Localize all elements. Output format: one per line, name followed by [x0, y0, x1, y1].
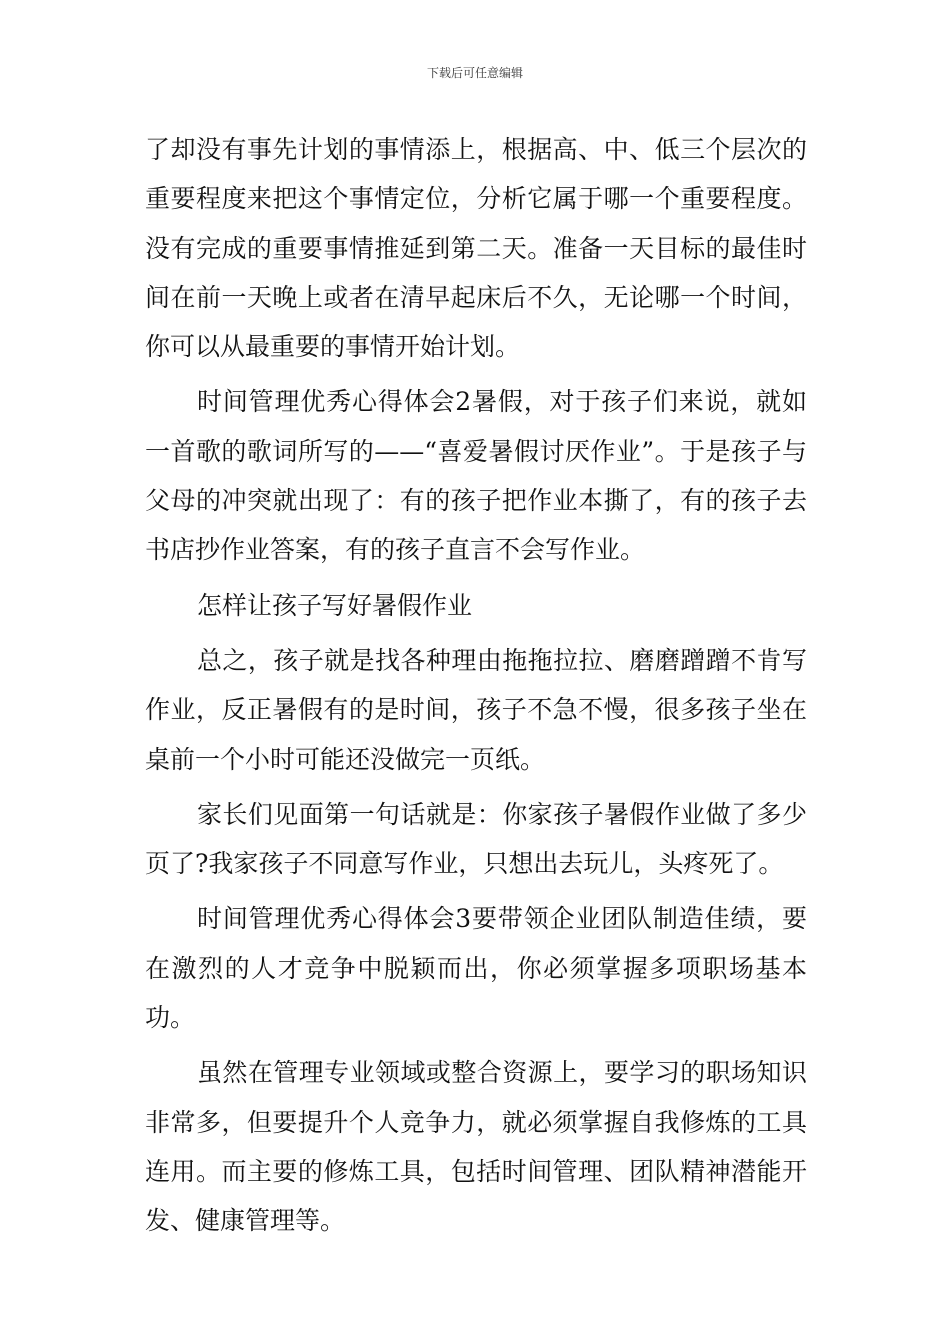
page-header: 下载后可任意编辑: [426, 66, 523, 80]
paragraph-5: 家长们见面第一句话就是：你家孩子暑假作业做了多少页了?我家孩子不同意写作业，只想出去玩儿，头疼死了。: [145, 799, 807, 879]
paragraph-7: 虽然在管理专业领域或整合资源上，要学习的职场知识非常多，但要提升个人竞争力，就必须掌握自我修炼的工具连用。而主要的修炼工具，包括时间管理、团队精神潜能开发、健康管理等。: [145, 1058, 807, 1236]
paragraph-1: 了却没有事先计划的事情添上，根据高、中、低三个层次的重要程度来把这个事情定位，分析它属于哪一个重要程度。没有完成的重要事情推延到第二天。准备一天目标的最佳时间在前一天晚上或者在清早起床后不久，无论哪一个时间，你可以从最重要的事情开始计划。: [145, 135, 807, 362]
document-body: [145, 125, 807, 1246]
paragraph-3: 怎样让孩子写好暑假作业: [197, 590, 473, 620]
paragraph-6: 时间管理优秀心得体会3要带领企业团队制造佳绩，要在激烈的人才竞争中脱颖而出，你必须掌握多项职场基本功。: [145, 904, 807, 1033]
paragraph-4: 总之，孩子就是找各种理由拖拖拉拉、磨磨蹭蹭不肯写作业，反正暑假有的是时间，孩子不急不慢，很多孩子坐在桌前一个小时可能还没做完一页纸。: [145, 645, 807, 774]
paragraph-2: 时间管理优秀心得体会2暑假，对于孩子们来说，就如一首歌的歌词所写的——“喜爱暑假讨厌作业”。于是孩子与父母的冲突就出现了：有的孩子把作业本撕了，有的孩子去书店抄作业答案，有的孩子直言不会写作业。: [145, 387, 807, 565]
